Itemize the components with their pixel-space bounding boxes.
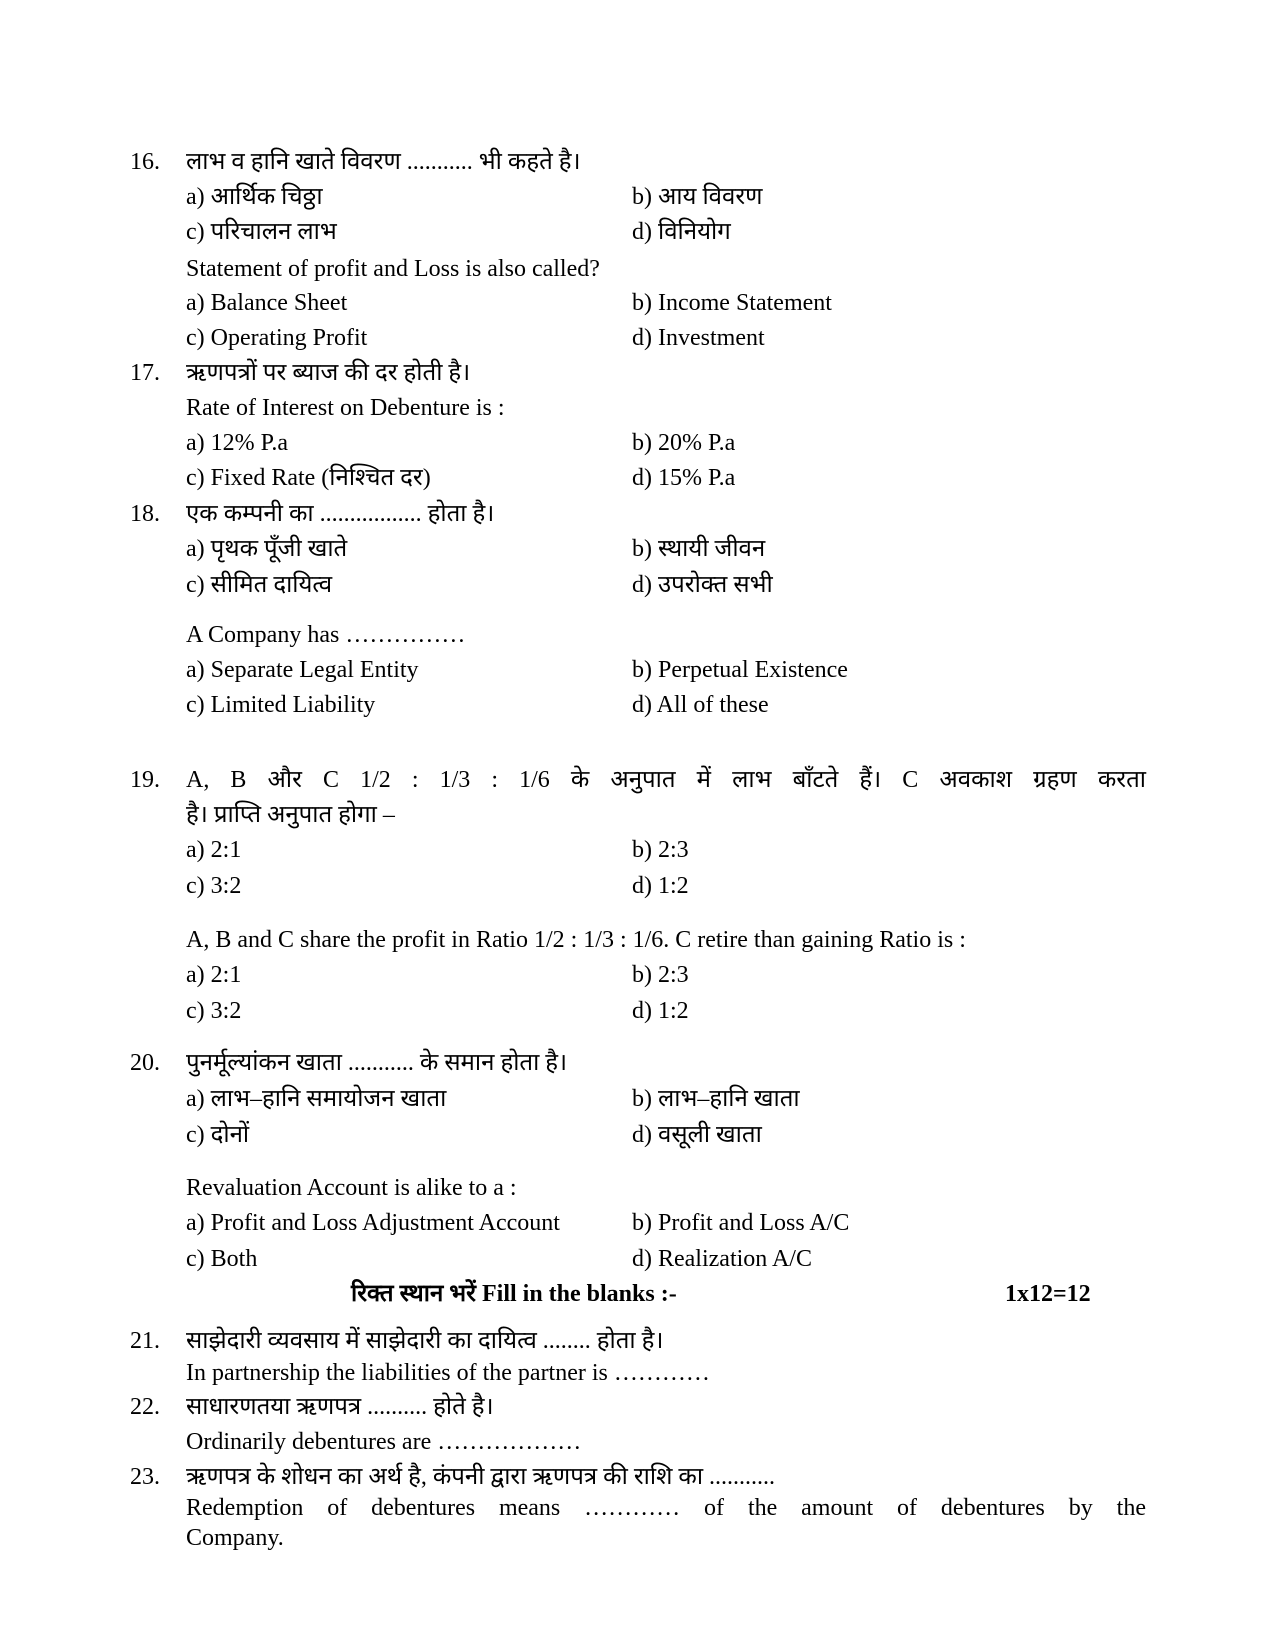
option-a: a) Profit and Loss Adjustment Account xyxy=(186,1210,560,1236)
option-a: a) आर्थिक चिठ्ठा xyxy=(186,184,323,210)
question-text-english: Redemption of debentures means ………… of the amount of debentures by the xyxy=(186,1495,1146,1521)
option-c: c) Limited Liability xyxy=(186,692,376,718)
option-a: a) लाभ–हानि समायोजन खाता xyxy=(186,1086,447,1112)
option-c: c) Operating Profit xyxy=(186,325,368,351)
question-text-hindi: A, B और C 1/2 : 1/3 : 1/6 के अनुपात में लाभ बाँटते हैं। C अवकाश ग्रहण करता xyxy=(186,767,1146,793)
question-text-hindi: साझेदारी व्यवसाय में साझेदारी का दायित्व ........ होता है। xyxy=(186,1328,664,1354)
question-text-hindi-continued: है। प्राप्ति अनुपात होगा – xyxy=(186,802,395,828)
section-marks: 1x12=12 xyxy=(1005,1281,1091,1307)
option-c: c) सीमित दायित्व xyxy=(186,572,333,598)
option-d: d) All of these xyxy=(632,692,769,718)
option-b: b) 2:3 xyxy=(632,962,689,988)
option-b: b) Profit and Loss A/C xyxy=(632,1210,850,1236)
question-number: 18. xyxy=(130,501,160,527)
option-d: d) Investment xyxy=(632,325,765,351)
question-number: 22. xyxy=(130,1394,160,1420)
question-text-hindi: ऋणपत्रों पर ब्याज की दर होती है। xyxy=(186,360,471,386)
question-text-hindi: ऋणपत्र के शोधन का अर्थ है, कंपनी द्वारा ऋणपत्र की राशि का ........... xyxy=(186,1464,776,1490)
option-b: b) Income Statement xyxy=(632,290,832,316)
option-b: b) 2:3 xyxy=(632,837,689,863)
option-d: d) विनियोग xyxy=(632,219,731,245)
option-c: c) दोनों xyxy=(186,1122,250,1148)
question-text-hindi: साधारणतया ऋणपत्र .......... होते है। xyxy=(186,1394,494,1420)
option-b: b) 20% P.a xyxy=(632,430,736,456)
option-c: c) 3:2 xyxy=(186,873,242,899)
option-c: c) परिचालन लाभ xyxy=(186,219,337,245)
question-text-hindi: पुनर्मूल्यांकन खाता ........... के समान होता है। xyxy=(186,1050,568,1076)
question-number: 23. xyxy=(130,1464,160,1490)
option-b: b) लाभ–हानि खाता xyxy=(632,1086,800,1112)
question-text-english: Rate of Interest on Debenture is : xyxy=(186,395,505,421)
question-number: 16. xyxy=(130,149,160,175)
option-a: a) 12% P.a xyxy=(186,430,288,456)
option-a: a) 2:1 xyxy=(186,962,242,988)
option-a: a) Balance Sheet xyxy=(186,290,348,316)
option-d: d) 1:2 xyxy=(632,998,689,1024)
option-c: c) Fixed Rate (निश्चित दर) xyxy=(186,465,431,491)
question-number: 17. xyxy=(130,360,160,386)
option-d: d) 1:2 xyxy=(632,873,689,899)
option-c: c) 3:2 xyxy=(186,998,242,1024)
question-number: 19. xyxy=(130,767,160,793)
question-text-english-continued: Company. xyxy=(186,1525,284,1551)
section-heading: रिक्त स्थान भरें Fill in the blanks :- xyxy=(351,1281,677,1307)
question-text-english: Ordinarily debentures are ……………… xyxy=(186,1429,582,1455)
option-b: b) आय विवरण xyxy=(632,184,763,210)
option-d: d) वसूली खाता xyxy=(632,1122,762,1148)
question-number: 20. xyxy=(130,1050,160,1076)
question-text-english: A, B and C share the profit in Ratio 1/2 : 1/3 : 1/6. C retire than gaining Ratio is : xyxy=(186,927,966,953)
question-text-hindi: एक कम्पनी का ................. होता है। xyxy=(186,501,495,527)
question-text-english: In partnership the liabilities of the partner is ………… xyxy=(186,1360,710,1386)
option-d: d) उपरोक्त सभी xyxy=(632,572,773,598)
option-a: a) पृथक पूँजी खाते xyxy=(186,536,348,562)
option-a: a) Separate Legal Entity xyxy=(186,657,419,683)
option-b: b) स्थायी जीवन xyxy=(632,536,766,562)
option-b: b) Perpetual Existence xyxy=(632,657,848,683)
question-text-english: Statement of profit and Loss is also called? xyxy=(186,256,600,282)
option-d: d) Realization A/C xyxy=(632,1246,812,1272)
option-c: c) Both xyxy=(186,1246,258,1272)
option-d: d) 15% P.a xyxy=(632,465,736,491)
question-text-english: A Company has …………… xyxy=(186,622,466,648)
option-a: a) 2:1 xyxy=(186,837,242,863)
question-text-hindi: लाभ व हानि खाते विवरण ........... भी कहते है। xyxy=(186,149,581,175)
question-text-english: Revaluation Account is alike to a : xyxy=(186,1175,517,1201)
question-number: 21. xyxy=(130,1328,160,1354)
